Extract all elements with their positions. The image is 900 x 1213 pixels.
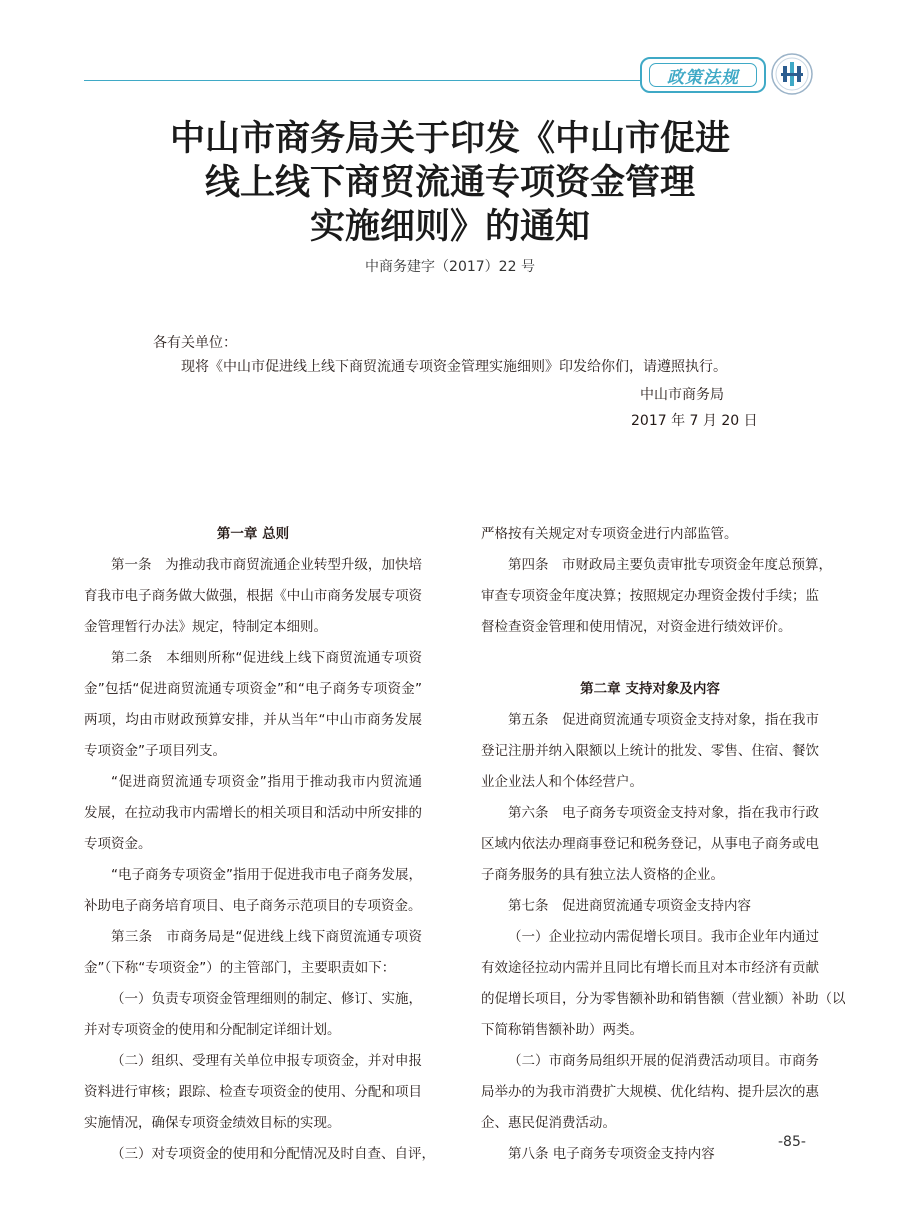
right-column <box>481 519 846 1170</box>
text-line: “电子商务专项资金”指用于促进我市电子商务发展， <box>111 867 422 883</box>
text-line: 专项资金。 <box>84 836 152 852</box>
magazine-logo-icon <box>770 52 814 96</box>
text-line: 两项，均由市财政预算安排，并从当年“中山市商务发展 <box>84 712 422 728</box>
text-line: 审查专项资金年度决算；按照规定办理资金拨付手续；监 <box>481 588 819 604</box>
text-line: 金”（下称“专项资金”）的主管部门，主要职责如下： <box>84 960 396 976</box>
text-line: （一）负责专项资金管理细则的制定、修订、实施， <box>111 991 422 1007</box>
header-rule <box>84 80 640 81</box>
page-number: -85- <box>778 1134 806 1150</box>
text-line: 第六条 电子商务专项资金支持对象，指在我市行政 <box>508 805 819 821</box>
text-line: 子商务服务的具有独立法人资格的企业。 <box>481 867 724 883</box>
chapter-heading: 第一章 总则 <box>216 526 290 542</box>
text-line: 登记注册并纳入限额以上统计的批发、零售、住宿、餐饮 <box>481 743 819 759</box>
document-number: 中商务建字（2017）22 号 <box>365 259 535 275</box>
left-column <box>84 519 435 1170</box>
text-line: 资料进行审核；跟踪、检查专项资金的使用、分配和项目 <box>84 1084 422 1100</box>
text-line: 第七条 促进商贸流通专项资金支持内容 <box>508 898 751 914</box>
text-line: 发展，在拉动我市内需增长的相关项目和活动中所安排的 <box>84 805 422 821</box>
salutation: 各有关单位： <box>153 335 237 351</box>
text-line: （二）组织、受理有关单位申报专项资金，并对申报 <box>111 1053 422 1069</box>
text-line: 有效途径拉动内需并且同比有增长而且对本市经济有贡献 <box>481 960 819 976</box>
text-line: 第四条 市财政局主要负责审批专项资金年度总预算， <box>508 557 832 573</box>
issue-date: 2017 年 7 月 20 日 <box>631 413 758 429</box>
text-line: 实施情况，确保专项资金绩效目标的实现。 <box>84 1115 341 1131</box>
chapter-heading: 第二章 支持对象及内容 <box>580 681 720 697</box>
text-line: 第一条 为推动我市商贸流通企业转型升级，加快培 <box>111 557 422 573</box>
title-line: 实施细则》的通知 <box>309 207 590 247</box>
column-spacer <box>481 643 819 674</box>
text-line: 严格按有关规定对专项资金进行内部监管。 <box>481 526 738 542</box>
text-line: （一）企业拉动内需促增长项目。我市企业年内通过 <box>508 929 819 945</box>
title-line: 中山市商务局关于印发《中山市促进 <box>169 119 730 159</box>
section-badge <box>640 57 766 93</box>
text-line: 第二条 本细则所称“促进线上线下商贸流通专项资 <box>111 650 422 666</box>
intro-text: 现将《中山市促进线上线下商贸流通专项资金管理实施细则》印发给你们，请遵照执行。 <box>181 359 727 375</box>
title-line: 线上线下商贸流通专项资金管理 <box>204 163 695 203</box>
text-line: （二）市商务局组织开展的促消费活动项目。市商务 <box>508 1053 819 1069</box>
text-line: “促进商贸流通专项资金”指用于推动我市内贸流通 <box>111 774 422 790</box>
issuer: 中山市商务局 <box>640 387 724 403</box>
text-line: 下简称销售额补助）两类。 <box>481 1022 643 1038</box>
text-line: 企、惠民促消费活动。 <box>481 1115 616 1131</box>
section-badge-label: 政策法规 <box>649 63 757 87</box>
text-line: 育我市电子商务做大做强，根据《中山市商务发展专项资 <box>84 588 422 604</box>
text-line: 督检查资金管理和使用情况，对资金进行绩效评价。 <box>481 619 792 635</box>
text-line: 并对专项资金的使用和分配制定详细计划。 <box>84 1022 341 1038</box>
text-line: 局举办的为我市消费扩大规模、优化结构、提升层次的惠 <box>481 1084 819 1100</box>
document-title <box>100 117 800 249</box>
text-line: 补助电子商务培育项目、电子商务示范项目的专项资金。 <box>84 898 422 914</box>
text-line: 区域内依法办理商事登记和税务登记，从事电子商务或电 <box>481 836 819 852</box>
text-line: 专项资金”子项目列支。 <box>84 743 226 759</box>
text-line: 业企业法人和个体经营户。 <box>481 774 643 790</box>
text-line: 第五条 促进商贸流通专项资金支持对象，指在我市 <box>508 712 819 728</box>
text-line: 金管理暂行办法》规定，特制定本细则。 <box>84 619 327 635</box>
text-line: 金”包括“促进商贸流通专项资金”和“电子商务专项资金” <box>84 681 422 697</box>
text-line: 的促增长项目，分为零售额补助和销售额（营业额）补助（以 <box>481 991 846 1007</box>
text-line: 第三条 市商务局是“促进线上线下商贸流通专项资 <box>111 929 422 945</box>
text-line: （三）对专项资金的使用和分配情况及时自查、自评， <box>111 1146 435 1162</box>
text-line: 第八条 电子商务专项资金支持内容 <box>508 1146 715 1162</box>
